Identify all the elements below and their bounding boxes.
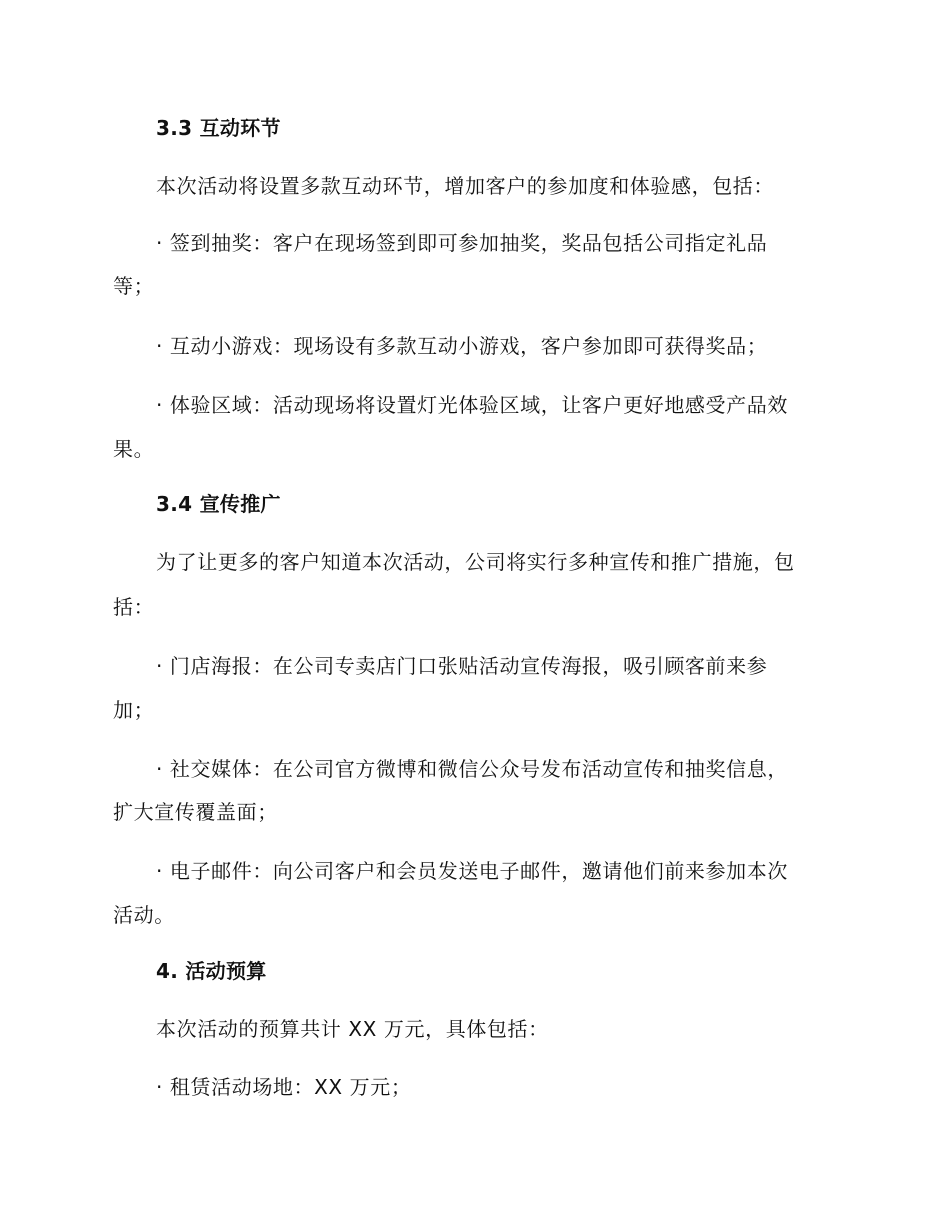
bullet-item: · 电子邮件：向公司客户和会员发送电子邮件，邀请他们前来参加本次 xyxy=(156,859,788,883)
bullet-continuation: 活动。 xyxy=(113,903,175,927)
bullet-item: · 签到抽奖：客户在现场签到即可参加抽奖，奖品包括公司指定礼品 xyxy=(156,231,768,255)
bullet-continuation: 扩大宣传覆盖面； xyxy=(113,800,278,824)
bullet-item: · 体验区域：活动现场将设置灯光体验区域，让客户更好地感受产品效 xyxy=(156,393,788,417)
bullet-item: · 社交媒体：在公司官方微博和微信公众号发布活动宣传和抽奖信息， xyxy=(156,757,788,781)
paragraph-continuation: 括： xyxy=(113,595,155,619)
section-heading: 3.4 宣传推广 xyxy=(156,492,281,516)
bullet-item: · 租赁活动场地：XX 万元； xyxy=(156,1075,412,1099)
section-heading: 3.3 互动环节 xyxy=(156,116,281,140)
bullet-continuation: 果。 xyxy=(113,437,155,461)
bullet-item: · 门店海报：在公司专卖店门口张贴活动宣传海报，吸引顾客前来参 xyxy=(156,654,768,678)
bullet-continuation: 加； xyxy=(113,698,155,722)
bullet-continuation: 等； xyxy=(113,274,155,298)
paragraph: 本次活动将设置多款互动环节，增加客户的参加度和体验感，包括： xyxy=(156,174,774,198)
bullet-item: · 互动小游戏：现场设有多款互动小游戏，客户参加即可获得奖品； xyxy=(156,334,768,358)
section-heading: 4. 活动预算 xyxy=(156,959,267,983)
paragraph: 本次活动的预算共计 XX 万元，具体包括： xyxy=(156,1017,549,1041)
paragraph: 为了让更多的客户知道本次活动，公司将实行多种宣传和推广措施，包 xyxy=(156,550,795,574)
